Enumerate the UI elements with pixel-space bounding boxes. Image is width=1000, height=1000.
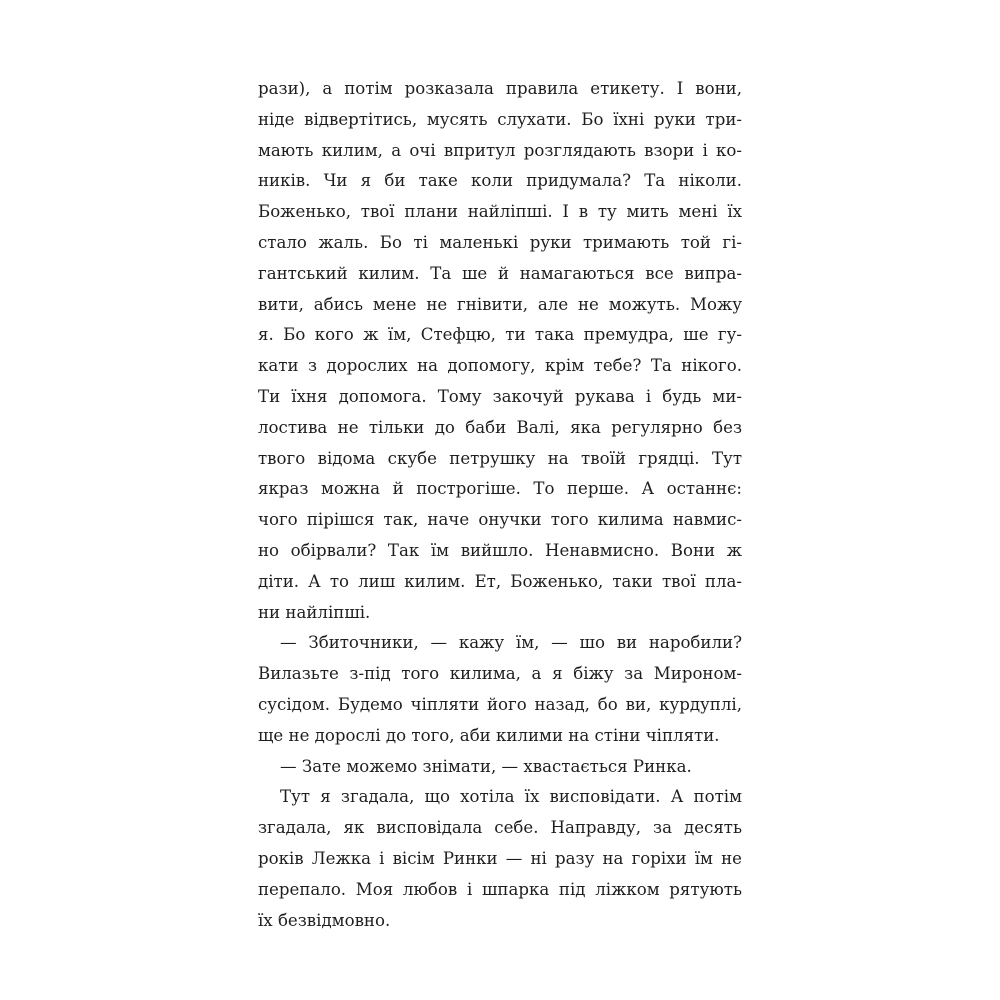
text-line: років Лежка і вісім Ринки — ні разу на горіхи їм не [258, 848, 742, 868]
text-line: Ти їхня допомога. Тому закочуй рукава і будь ми- [258, 386, 742, 406]
text-line: їх безвідмовно. [258, 910, 391, 930]
text-line: Тут я згадала, що хотіла їх висповідати. А потім [280, 787, 742, 807]
text-line: перепало. Моя любов і шпарка під ліжком рятують [258, 879, 742, 899]
text-line: ще не дорослі до того, аби килими на стіни чіпляти. [258, 725, 720, 745]
text-line: ни найліпші. [258, 602, 371, 622]
text-line: Вилазьте з-під того килима, а я біжу за Мироном- [258, 664, 742, 684]
text-line: — Зате можемо знімати, — хвастається Ринка. [280, 756, 692, 776]
text-line: діти. А то лиш килим. Ет, Боженько, таки твої пла- [258, 571, 742, 591]
text-line: стало жаль. Бо ті маленькі руки тримають той гі- [258, 232, 742, 252]
text-line: ніде відвертітись, мусять слухати. Бо їхні руки три- [258, 109, 742, 129]
text-line: згадала, як висповідала себе. Направду, за десять [258, 818, 742, 838]
text-line: я. Бо кого ж їм, Стефцю, ти така премудра, ше гу- [258, 325, 742, 345]
text-line: вити, абись мене не гнівити, але не можуть. Можу [258, 294, 742, 314]
book-page-text [258, 74, 742, 936]
text-line: ників. Чи я би таке коли придумала? Та ніколи. [258, 171, 742, 191]
text-line: якраз можна й построгіше. То перше. А останнє: [258, 479, 742, 499]
text-line: лостива не тільки до баби Валі, яка регулярно без [258, 417, 742, 437]
text-line: рази), а потім розказала правила етикету. І вони, [258, 79, 742, 98]
text-line: гантський килим. Та ше й намагаються все випра- [258, 263, 742, 283]
text-line: твого відома скубе петрушку на твоїй грядці. Тут [258, 448, 742, 468]
text-line: мають килим, а очі впритул розглядають взори і ко- [258, 140, 742, 160]
text-line: но обірвали? Так їм вийшло. Ненавмисно. Вони ж [258, 540, 742, 560]
text-line: — Збиточники, — кажу їм, — шо ви наробили? [280, 633, 742, 653]
text-line: Боженько, твої плани найліпші. І в ту мить мені їх [258, 202, 742, 222]
text-line: чого пірішся так, наче онучки того килима навмис- [258, 510, 742, 530]
text-line: кати з дорослих на допомогу, крім тебе? Та нікого. [258, 356, 742, 376]
text-line: сусідом. Будемо чіпляти його назад, бо ви, курдуплі, [258, 694, 742, 714]
